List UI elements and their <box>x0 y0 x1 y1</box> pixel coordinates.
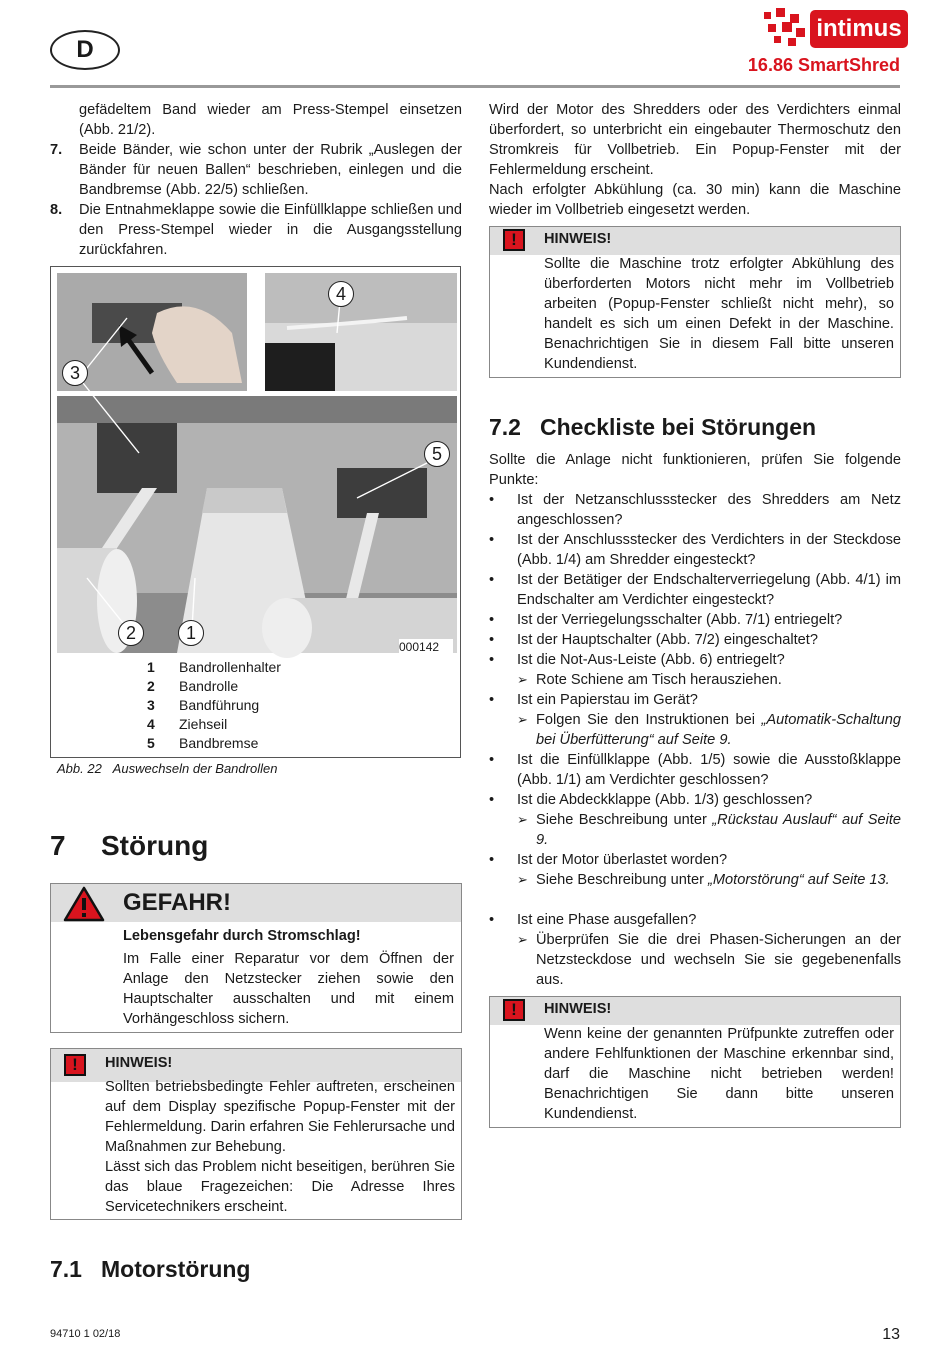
checklist-text: Ist der Motor überlastet worden? <box>517 852 728 868</box>
checklist-item <box>489 910 901 930</box>
checklist-text: Ist die Einfüllklappe (Abb. 1/5) sowie die Ausstoßklappe (Abb. 1/1) am Verdichter geschlossen? <box>517 752 901 788</box>
language-badge <box>50 30 120 70</box>
checklist-item <box>489 790 901 810</box>
arrow-icon: ➢ <box>517 812 528 827</box>
model-name: 16.86 SmartShred <box>747 55 900 75</box>
bullet-icon: • <box>489 532 495 548</box>
figure-22 <box>50 266 461 758</box>
legend-label: Bandbremse <box>179 735 259 751</box>
legend-label: Bandrollenhalter <box>179 659 281 675</box>
checklist-item <box>489 570 901 610</box>
notice-box-3 <box>489 996 901 1128</box>
motor-text-2: Nach erfolgter Abkühlung (ca. 30 min) kann die Maschine wieder im Vollbetrieb eingesetzt werden. <box>489 182 901 218</box>
checklist-text: Ist der Betätiger der Endschalterverriegelung (Abb. 4/1) im Endschalter am Verdichter eingesteckt? <box>517 572 901 608</box>
brand-name: intimus <box>810 10 908 48</box>
notice-title: HINWEIS! <box>544 1001 612 1017</box>
arrow-icon: ➢ <box>517 672 528 687</box>
step-number: 7. <box>50 142 63 158</box>
checklist-subitem <box>517 710 901 750</box>
checklist-subitem <box>517 670 901 690</box>
callout-5: 5 <box>424 441 450 467</box>
notice-text: Sollte die Maschine trotz erfolgter Abkühlung des überforderten Motors nicht mehr im Vollbetrieb arbeiten (Popup-Fenster schließt nicht mehr), so handelt es sich um einen Defekt in der Maschine. Benachrichtigen Sie in diesem Fall bitte unseren Kundendienst. <box>544 256 894 372</box>
danger-title: GEFAHR! <box>123 889 231 916</box>
bullet-icon: • <box>489 752 495 768</box>
danger-text: Im Falle einer Reparatur vor dem Öffnen der Anlage den Netzstecker ziehen sowie den Hauptschalter ausschalten und mit einem Vorhängeschloss sichern. <box>123 951 454 1027</box>
image-code: 000142 <box>399 640 440 654</box>
step-number: 8. <box>50 202 63 218</box>
legend-label: Ziehseil <box>179 716 228 732</box>
step-7 <box>50 140 462 200</box>
notice-exclamation-icon: ! <box>503 999 525 1021</box>
danger-subtitle: Lebensgefahr durch Stromschlag! <box>123 928 361 944</box>
section-7-number: 7 <box>50 830 66 861</box>
language-code: D <box>76 36 94 63</box>
danger-box <box>50 883 462 1033</box>
checklist-subitem <box>517 870 901 890</box>
checklist-text: Siehe Beschreibung unter <box>536 872 704 888</box>
section-7-1-title: Motorstörung <box>101 1256 251 1282</box>
legend-label: Bandführung <box>179 697 260 713</box>
checklist-item <box>489 690 901 710</box>
checklist-text: Ist der Netzanschlussstecker des Shredders am Netz angeschlossen? <box>517 492 901 528</box>
figure-photo <box>57 273 465 662</box>
bullet-icon: • <box>489 612 495 628</box>
notice-box-1 <box>50 1048 462 1220</box>
checklist-text: Ist eine Phase ausgefallen? <box>517 912 697 928</box>
brand-logo <box>760 8 908 48</box>
bullet-icon: • <box>489 652 495 668</box>
notice-text: Wenn keine der genannten Prüfpunkte zutreffen oder andere Fehlfunktionen der Maschine erkennbar sind, darf die Maschine nicht betrieben werden! Benachrichtigen Sie dann bitte unseren Kundendienst. <box>544 1026 894 1122</box>
checklist-text: Ist die Abdeckklappe (Abb. 1/3) geschlossen? <box>517 792 813 808</box>
notice-title: HINWEIS! <box>105 1055 173 1071</box>
checklist-item <box>489 490 901 530</box>
notice-text-2: Lässt sich das Problem nicht beseitigen, berühren Sie das blaue Fragezeichen: Die Adresse Ihres Servicetechnikers erscheint. <box>105 1159 455 1215</box>
checklist-subitem <box>517 810 901 850</box>
checklist-subitem <box>517 930 901 990</box>
notice-box-2 <box>489 226 901 378</box>
continuation-text: gefädeltem Band wieder am Press-Stempel einsetzen (Abb. 21/2). <box>79 102 462 138</box>
doc-number: 94710 1 02/18 <box>50 1328 121 1340</box>
checklist-item <box>489 530 901 570</box>
header-rule <box>50 85 900 88</box>
checklist-item <box>489 750 901 790</box>
callout-4: 4 <box>328 281 354 307</box>
legend-number: 1 <box>147 659 155 675</box>
checklist-text: Ist der Verriegelungsschalter (Abb. 7/1) entriegelt? <box>517 612 843 628</box>
cross-reference-link[interactable]: „Rückstau Auslauf“ auf Seite 9. <box>536 812 901 848</box>
section-7-1-number: 7.1 <box>50 1256 82 1282</box>
checklist-item <box>489 630 901 650</box>
page-number: 13 <box>882 1326 900 1343</box>
bullet-icon: • <box>489 852 495 868</box>
legend-number: 4 <box>147 716 155 732</box>
checklist-item <box>489 850 901 870</box>
section-7-title: Störung <box>101 830 209 861</box>
step-text: Beide Bänder, wie schon unter der Rubrik „Auslegen der Bänder für neuen Ballen“ beschrieben, einlegen und die Bandbremse (Abb. 22/5) schließen. <box>79 142 462 198</box>
figure-caption <box>57 761 277 776</box>
cross-reference-link[interactable]: „Automatik-Schaltung bei Überfütterung“ auf Seite 9. <box>536 712 901 748</box>
step-text: Die Entnahmeklappe sowie die Einfüllklappe schließen und den Press-Stempel wieder in die Ausgangsstellung zurückfahren. <box>79 202 462 258</box>
checklist-text: Überprüfen Sie die drei Phasen-Sicherungen an der Netzsteckdose und wechseln Sie sie gegebenenfalls aus. <box>536 932 901 988</box>
danger-warning-icon <box>63 886 105 922</box>
callout-1: 1 <box>178 620 204 646</box>
checklist-text: Siehe Beschreibung unter <box>536 812 707 828</box>
motor-text-1: Wird der Motor des Shredders oder des Verdichters einmal überfordert, so unterbricht ein eingebauter Thermoschutz den Stromkreis für Vollbetrieb. Ein Popup-Fenster mit der Fehlermeldung erscheint. <box>489 102 901 178</box>
section-7-2-number: 7.2 <box>489 414 521 440</box>
bullet-icon: • <box>489 912 495 928</box>
notice-text-1: Sollten betriebsbedingte Fehler auftreten, erscheinen auf dem Display spezifische Popup-Fenster mit der Fehlermeldung. Darin erfahren Sie Fehlerursache und Maßnahmen zur Behebung. <box>105 1079 455 1155</box>
bullet-icon: • <box>489 692 495 708</box>
checklist-item <box>489 650 901 670</box>
notice-exclamation-icon: ! <box>64 1054 86 1076</box>
arrow-icon: ➢ <box>517 932 528 947</box>
callout-2: 2 <box>118 620 144 646</box>
legend-number: 3 <box>147 697 155 713</box>
checklist-text: Ist der Anschlussstecker des Verdichters in der Steckdose (Abb. 1/4) am Shredder eingesteckt? <box>517 532 901 568</box>
checklist-text: Rote Schiene am Tisch herausziehen. <box>536 672 782 688</box>
caption-text: Auswechseln der Bandrollen <box>112 761 278 776</box>
step-8 <box>50 200 462 260</box>
bullet-icon: • <box>489 492 495 508</box>
section-7-2-title: Checkliste bei Störungen <box>540 414 817 440</box>
checklist-text: Folgen Sie den Instruktionen bei <box>536 712 755 728</box>
bullet-icon: • <box>489 632 495 648</box>
checklist-intro: Sollte die Anlage nicht funktionieren, prüfen Sie folgende Punkte: <box>489 452 901 488</box>
bullet-icon: • <box>489 792 495 808</box>
arrow-icon: ➢ <box>517 872 528 887</box>
legend-label: Bandrolle <box>179 678 239 694</box>
checklist-text: Ist ein Papierstau im Gerät? <box>517 692 698 708</box>
caption-number: Abb. 22 <box>57 761 102 776</box>
legend-number: 5 <box>147 735 155 751</box>
bullet-icon: • <box>489 572 495 588</box>
legend-number: 2 <box>147 678 155 694</box>
callout-3: 3 <box>62 360 88 386</box>
checklist-text: Ist der Hauptschalter (Abb. 7/2) eingeschaltet? <box>517 632 818 648</box>
arrow-icon: ➢ <box>517 712 528 727</box>
notice-exclamation-icon: ! <box>503 229 525 251</box>
cross-reference-link[interactable]: „Motorstörung“ auf Seite 13. <box>708 872 890 888</box>
checklist-item <box>489 610 901 630</box>
notice-title: HINWEIS! <box>544 231 612 247</box>
checklist-text: Ist die Not-Aus-Leiste (Abb. 6) entriegelt? <box>517 652 785 668</box>
